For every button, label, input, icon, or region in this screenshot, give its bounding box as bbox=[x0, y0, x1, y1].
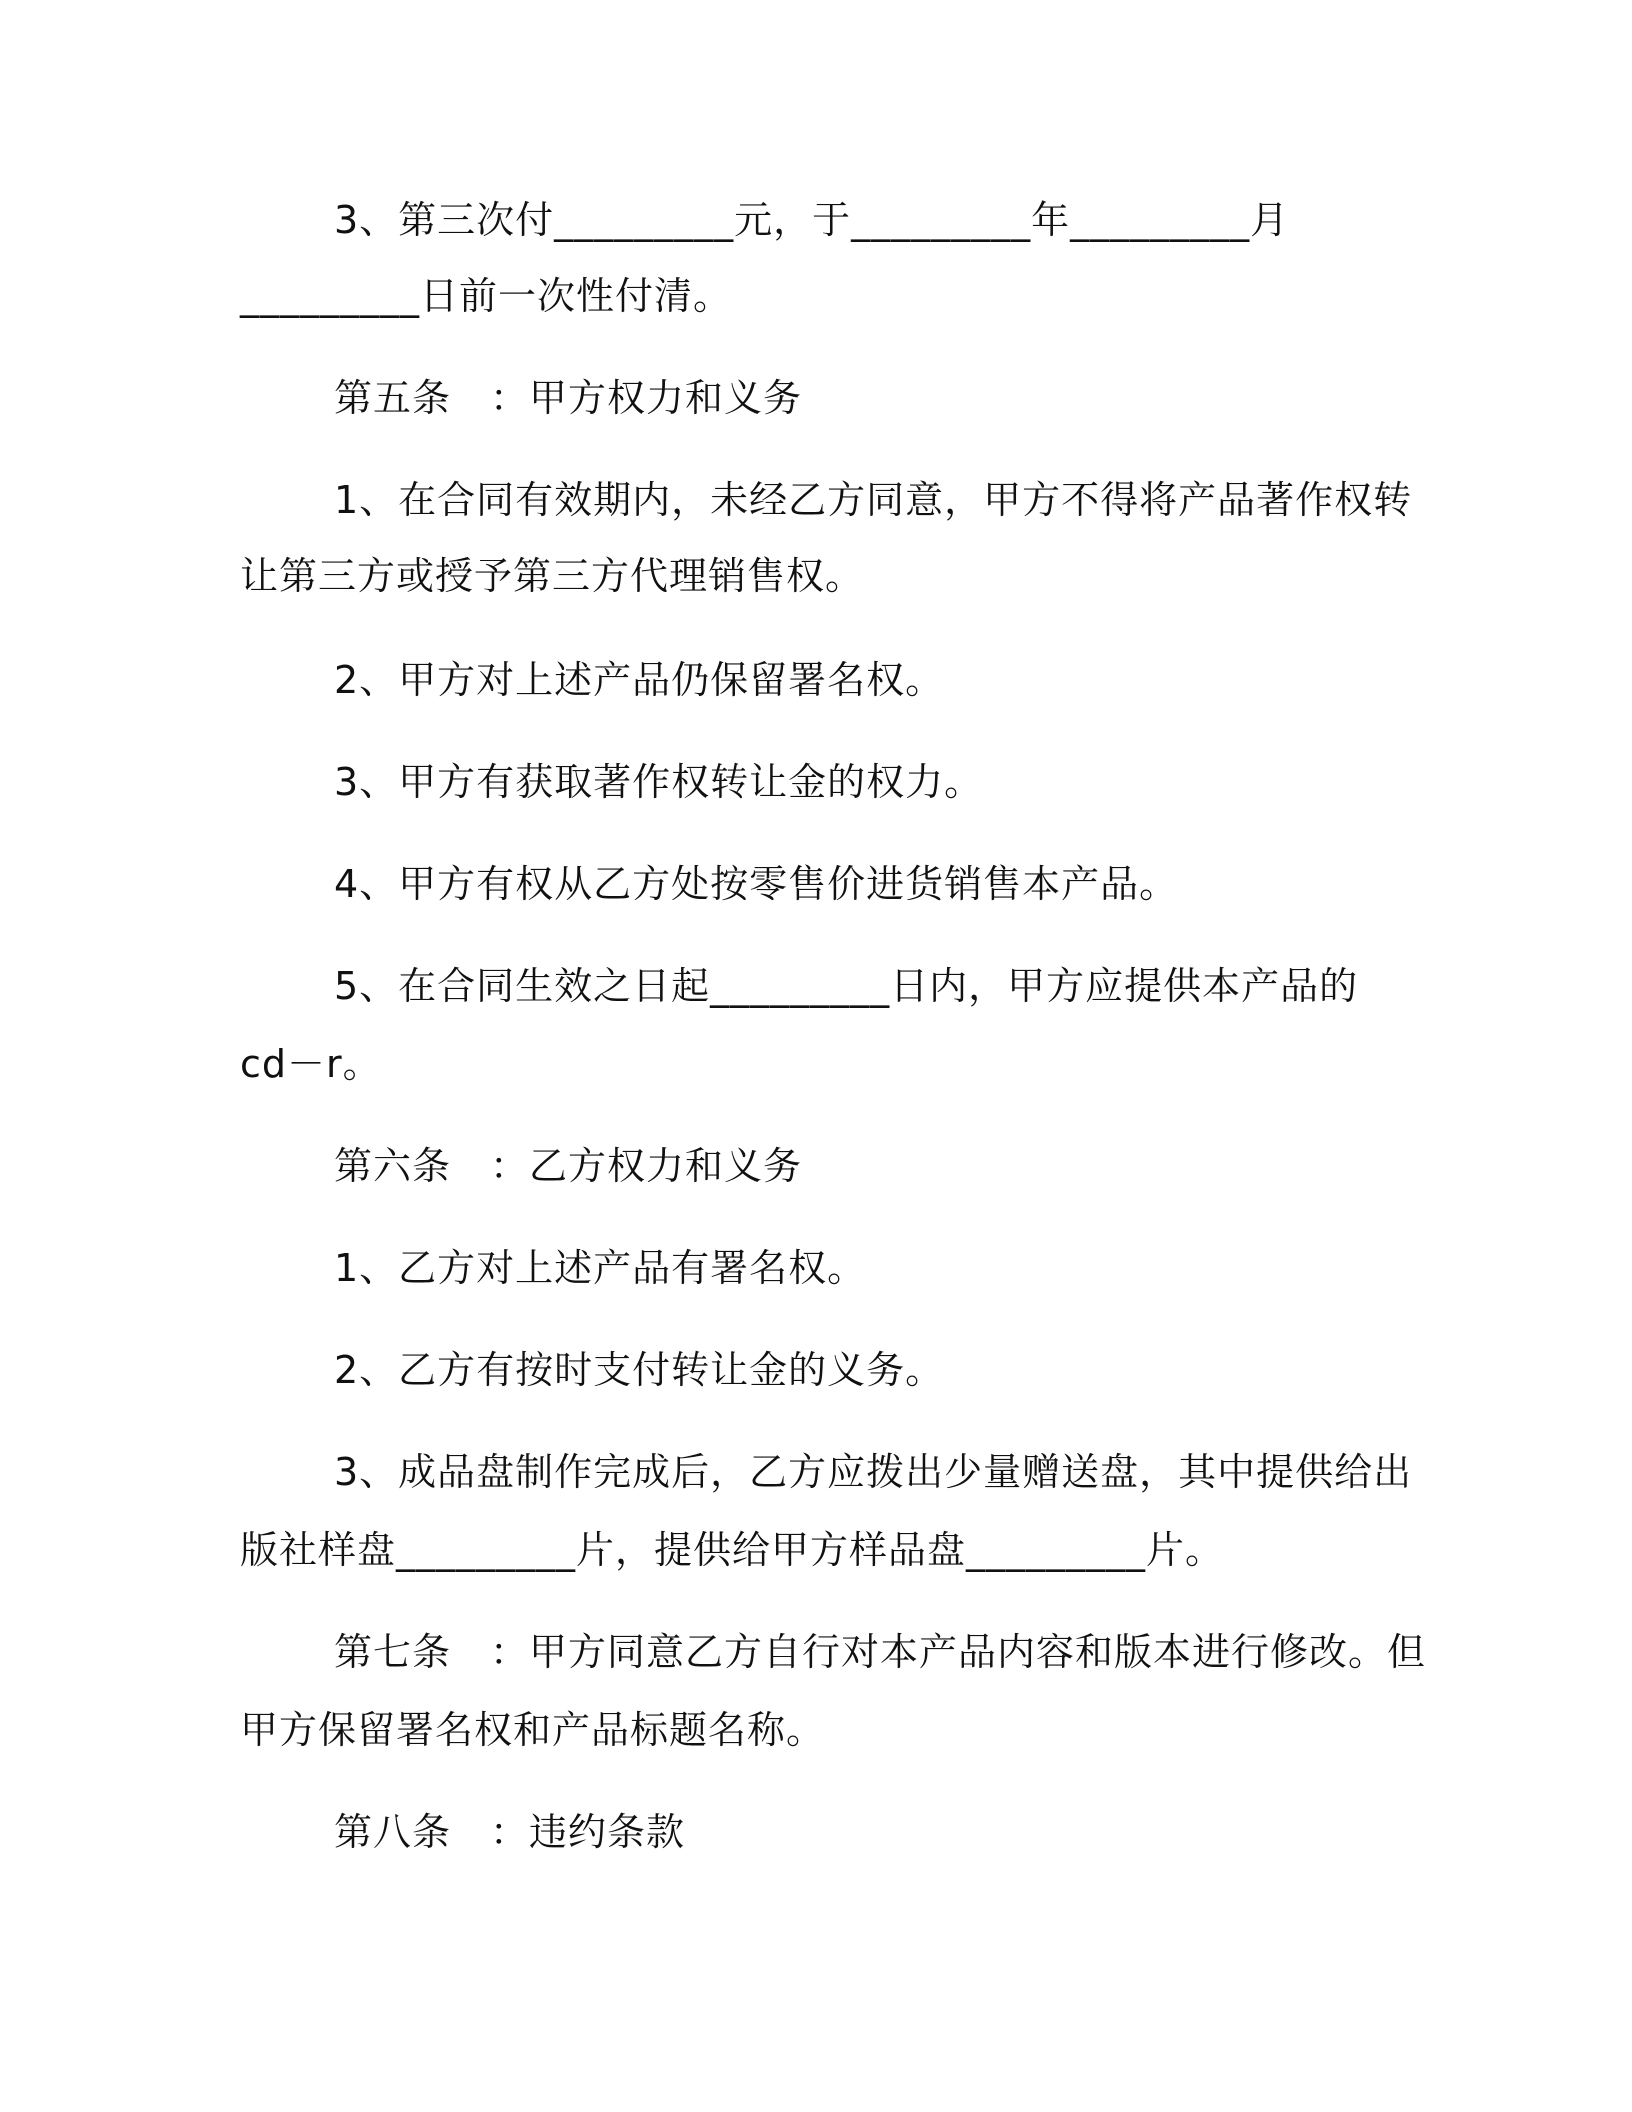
article-6-item-3-line-1: 3、成品盘制作完成后，乙方应拨出少量赠送盘，其中提供给出 bbox=[334, 1450, 1413, 1494]
article-8-heading: 第八条 ：违约条款 bbox=[334, 1810, 686, 1854]
article-5-item-5-line-2: cd－r。 bbox=[240, 1042, 382, 1086]
article-6-item-3-line-2: 版社样盘_________片，提供给甲方样品盘_________片。 bbox=[240, 1528, 1225, 1572]
article-7-line-1: 第七条 ：甲方同意乙方自行对本产品内容和版本进行修改。但 bbox=[334, 1630, 1427, 1674]
article-5-heading: 第五条 ：甲方权力和义务 bbox=[334, 376, 803, 420]
article-6-item-2: 2、乙方有按时支付转让金的义务。 bbox=[334, 1348, 945, 1392]
article-5-item-4: 4、甲方有权从乙方处按零售价进货销售本产品。 bbox=[334, 862, 1179, 906]
article-5-item-5-line-1: 5、在合同生效之日起_________日内，甲方应提供本产品的 bbox=[334, 964, 1359, 1008]
article-7-line-2: 甲方保留署名权和产品标题名称。 bbox=[240, 1708, 826, 1752]
article-6-item-1: 1、乙方对上述产品有署名权。 bbox=[334, 1246, 867, 1290]
article-5-item-2: 2、甲方对上述产品仍保留署名权。 bbox=[334, 658, 945, 702]
article-5-item-1-line-2: 让第三方或授予第三方代理销售权。 bbox=[240, 554, 865, 598]
article-6-heading: 第六条 ：乙方权力和义务 bbox=[334, 1144, 803, 1188]
article-5-item-1-line-1: 1、在合同有效期内，未经乙方同意，甲方不得将产品著作权转 bbox=[334, 478, 1413, 522]
payment-clause-3-line-2: _________日前一次性付清。 bbox=[240, 274, 733, 318]
article-5-item-3: 3、甲方有获取著作权转让金的权力。 bbox=[334, 760, 984, 804]
payment-clause-3-line-1: 3、第三次付_________元，于_________年_________月 bbox=[334, 198, 1290, 242]
